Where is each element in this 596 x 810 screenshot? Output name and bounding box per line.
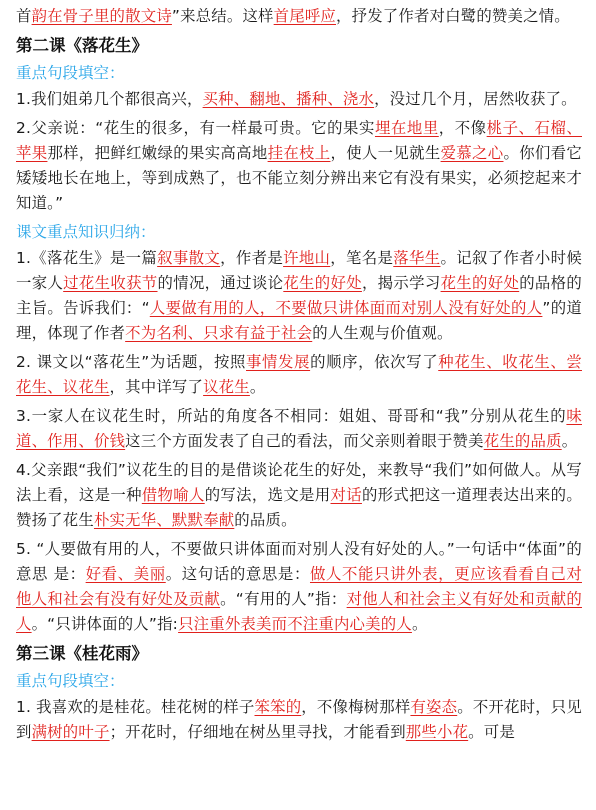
text-segment: ，没过几个月，居然收获了。 [374,90,577,108]
answer-highlight: 过花生收获节 [63,274,158,292]
lesson-2-point-2 [16,350,582,400]
answer-highlight: 那些小花 [405,723,469,741]
text-segment: ，抒发了作者对白鹭的赞美之情。 [336,7,570,25]
text-segment: 那样，把鲜红嫩绿的果实高高地 [47,144,268,162]
answer-highlight: 借物喻人 [141,486,205,504]
lesson-3-fill-1 [16,695,582,745]
text-segment: ，作者是 [220,249,284,267]
text-segment: ，使人一见就生 [330,144,441,162]
text-segment: 。 [411,615,428,633]
answer-highlight: 埋在地里 [374,119,439,137]
lesson-2-point-1 [16,246,582,346]
text-segment: ，揭示学习 [361,274,441,292]
text-segment: 。可是 [468,723,515,741]
answer-highlight: 种花生、收花生、尝花生、议花生 [16,353,582,396]
answer-highlight: 落华生 [393,249,441,267]
text-segment: 。这句话的意思是： [165,565,310,583]
text-segment: 的人生观与价值观。 [312,324,453,342]
answer-highlight: 只注重外表美而不注重内心美的人 [178,615,412,633]
text-segment: 。“有用的人”指： [220,590,347,608]
answer-highlight: 花生的好处 [283,274,362,292]
answer-highlight: 人要做有用的人，不要做只讲体面而对别人没有好处的人 [149,299,543,317]
lesson-3-fill-heading: 重点句段填空： [16,672,125,690]
lesson-2-point-5 [16,537,582,637]
text-segment: 5. “人要做有用的人，不要做只讲体面而对别人没有好处的人。”一句话中“体面”的意思 是： [16,540,582,583]
text-segment: ，笔名是 [330,249,394,267]
lesson-2-fill-2 [16,116,582,216]
lesson-2-title: 第二课《落花生》 [16,36,148,55]
lesson-2-fill-1 [16,87,582,112]
answer-highlight: 对他人和社会主义有好处和贡献的人 [16,590,582,633]
answer-highlight: 对话 [330,486,362,504]
answer-highlight: 许地山 [283,249,331,267]
text-segment: 。 [561,432,578,450]
lesson-2-point-3 [16,404,582,454]
text-segment: 。记叙了作者小时候一家人 [16,249,582,292]
text-segment: 这三个方面发表了自己的看法，而父亲则着眼于赞美 [125,432,484,450]
text-segment: 4.父亲跟“我们”议花生的目的是借谈论花生的好处，来教导“我们”如何做人。从写法上看，这是一种 [16,461,582,504]
text-segment: 2.父亲说：“花生的很多，有一样最可贵。它的果实 [16,119,375,137]
text-segment: ；开花时，仔细地在树丛里寻找，才能看到 [109,723,406,741]
paragraph-intro [16,4,582,29]
text-segment: 的品格的主旨。告诉我们：“ [16,274,582,317]
answer-highlight: 首尾呼应 [273,7,337,25]
answer-highlight: 桃子、石榴、苹果 [16,119,582,162]
text-segment: 1.《落花生》是一篇 [16,249,158,267]
answer-highlight: 叙事散文 [157,249,221,267]
answer-highlight: 挂在枝上 [267,144,331,162]
text-segment: 的写法，选文是用 [204,486,331,504]
answer-highlight: 买种、翻地、播种、浇水 [202,90,375,108]
text-segment: 的形式把这一道理表达出来的。赞扬了花生 [16,486,582,529]
lesson-2-fill-heading: 重点句段填空： [16,64,125,82]
text-segment: 。“只讲体面的人”指: [31,615,179,633]
answer-highlight: 花生的好处 [440,274,520,292]
text-segment: 。 [249,378,266,396]
text-segment: 2. 课文以“落花生”为话题，按照 [16,353,247,371]
lesson-2-knowledge-heading: 课文重点知识归纳： [16,223,156,241]
answer-highlight: 味道、作用、价钱 [16,407,582,450]
answer-highlight: 做人不能只讲外表，更应该看看自己对他人和社会有没有好处及贡献 [16,565,582,608]
answer-highlight: 好看、美丽 [85,565,166,583]
answer-highlight: 议花生 [203,378,250,396]
answer-highlight: 有姿态 [410,698,458,716]
text-segment: 1. 我喜欢的是桂花。桂花树的样子 [16,698,255,716]
answer-highlight: 花生的品质 [483,432,562,450]
answer-highlight: 爱慕之心 [440,144,504,162]
answer-highlight: 不为名利、只求有益于社会 [125,324,313,342]
answer-highlight: 笨笨的 [254,698,302,716]
text-segment: 1.我们姐弟几个都很高兴， [16,90,203,108]
text-segment: ”来总结。这样 [171,7,274,25]
answer-highlight: 朴实无华、默默奉献 [93,511,235,529]
text-segment: 。不开花时，只见到 [16,698,582,741]
answer-highlight: 韵在骨子里的散文诗 [31,7,172,25]
text-segment: 的顺序，依次写了 [310,353,439,371]
text-segment: 的情况，通过谈论 [157,274,284,292]
text-segment: 。你们看它矮矮地长在地上，等到成熟了，也不能立刻分辨出来它有没有果实，必须挖起来才知道。” [16,144,582,212]
text-segment: 的品质。 [234,511,297,529]
answer-highlight: 满树的叶子 [31,723,110,741]
text-segment: ，不像 [438,119,487,137]
text-segment: ，其中详写了 [109,378,204,396]
text-segment: 首 [16,7,32,25]
lesson-3-title: 第三课《桂花雨》 [16,644,148,663]
answer-highlight: 事情发展 [246,353,311,371]
text-segment: ，不像梅树那样 [301,698,411,716]
text-segment: ”的道理，体现了作者 [16,299,582,342]
lesson-2-point-4 [16,458,582,533]
text-segment: 3.一家人在议花生时，所站的角度各不相同：姐姐、哥哥和“我”分别从花生的 [16,407,567,425]
